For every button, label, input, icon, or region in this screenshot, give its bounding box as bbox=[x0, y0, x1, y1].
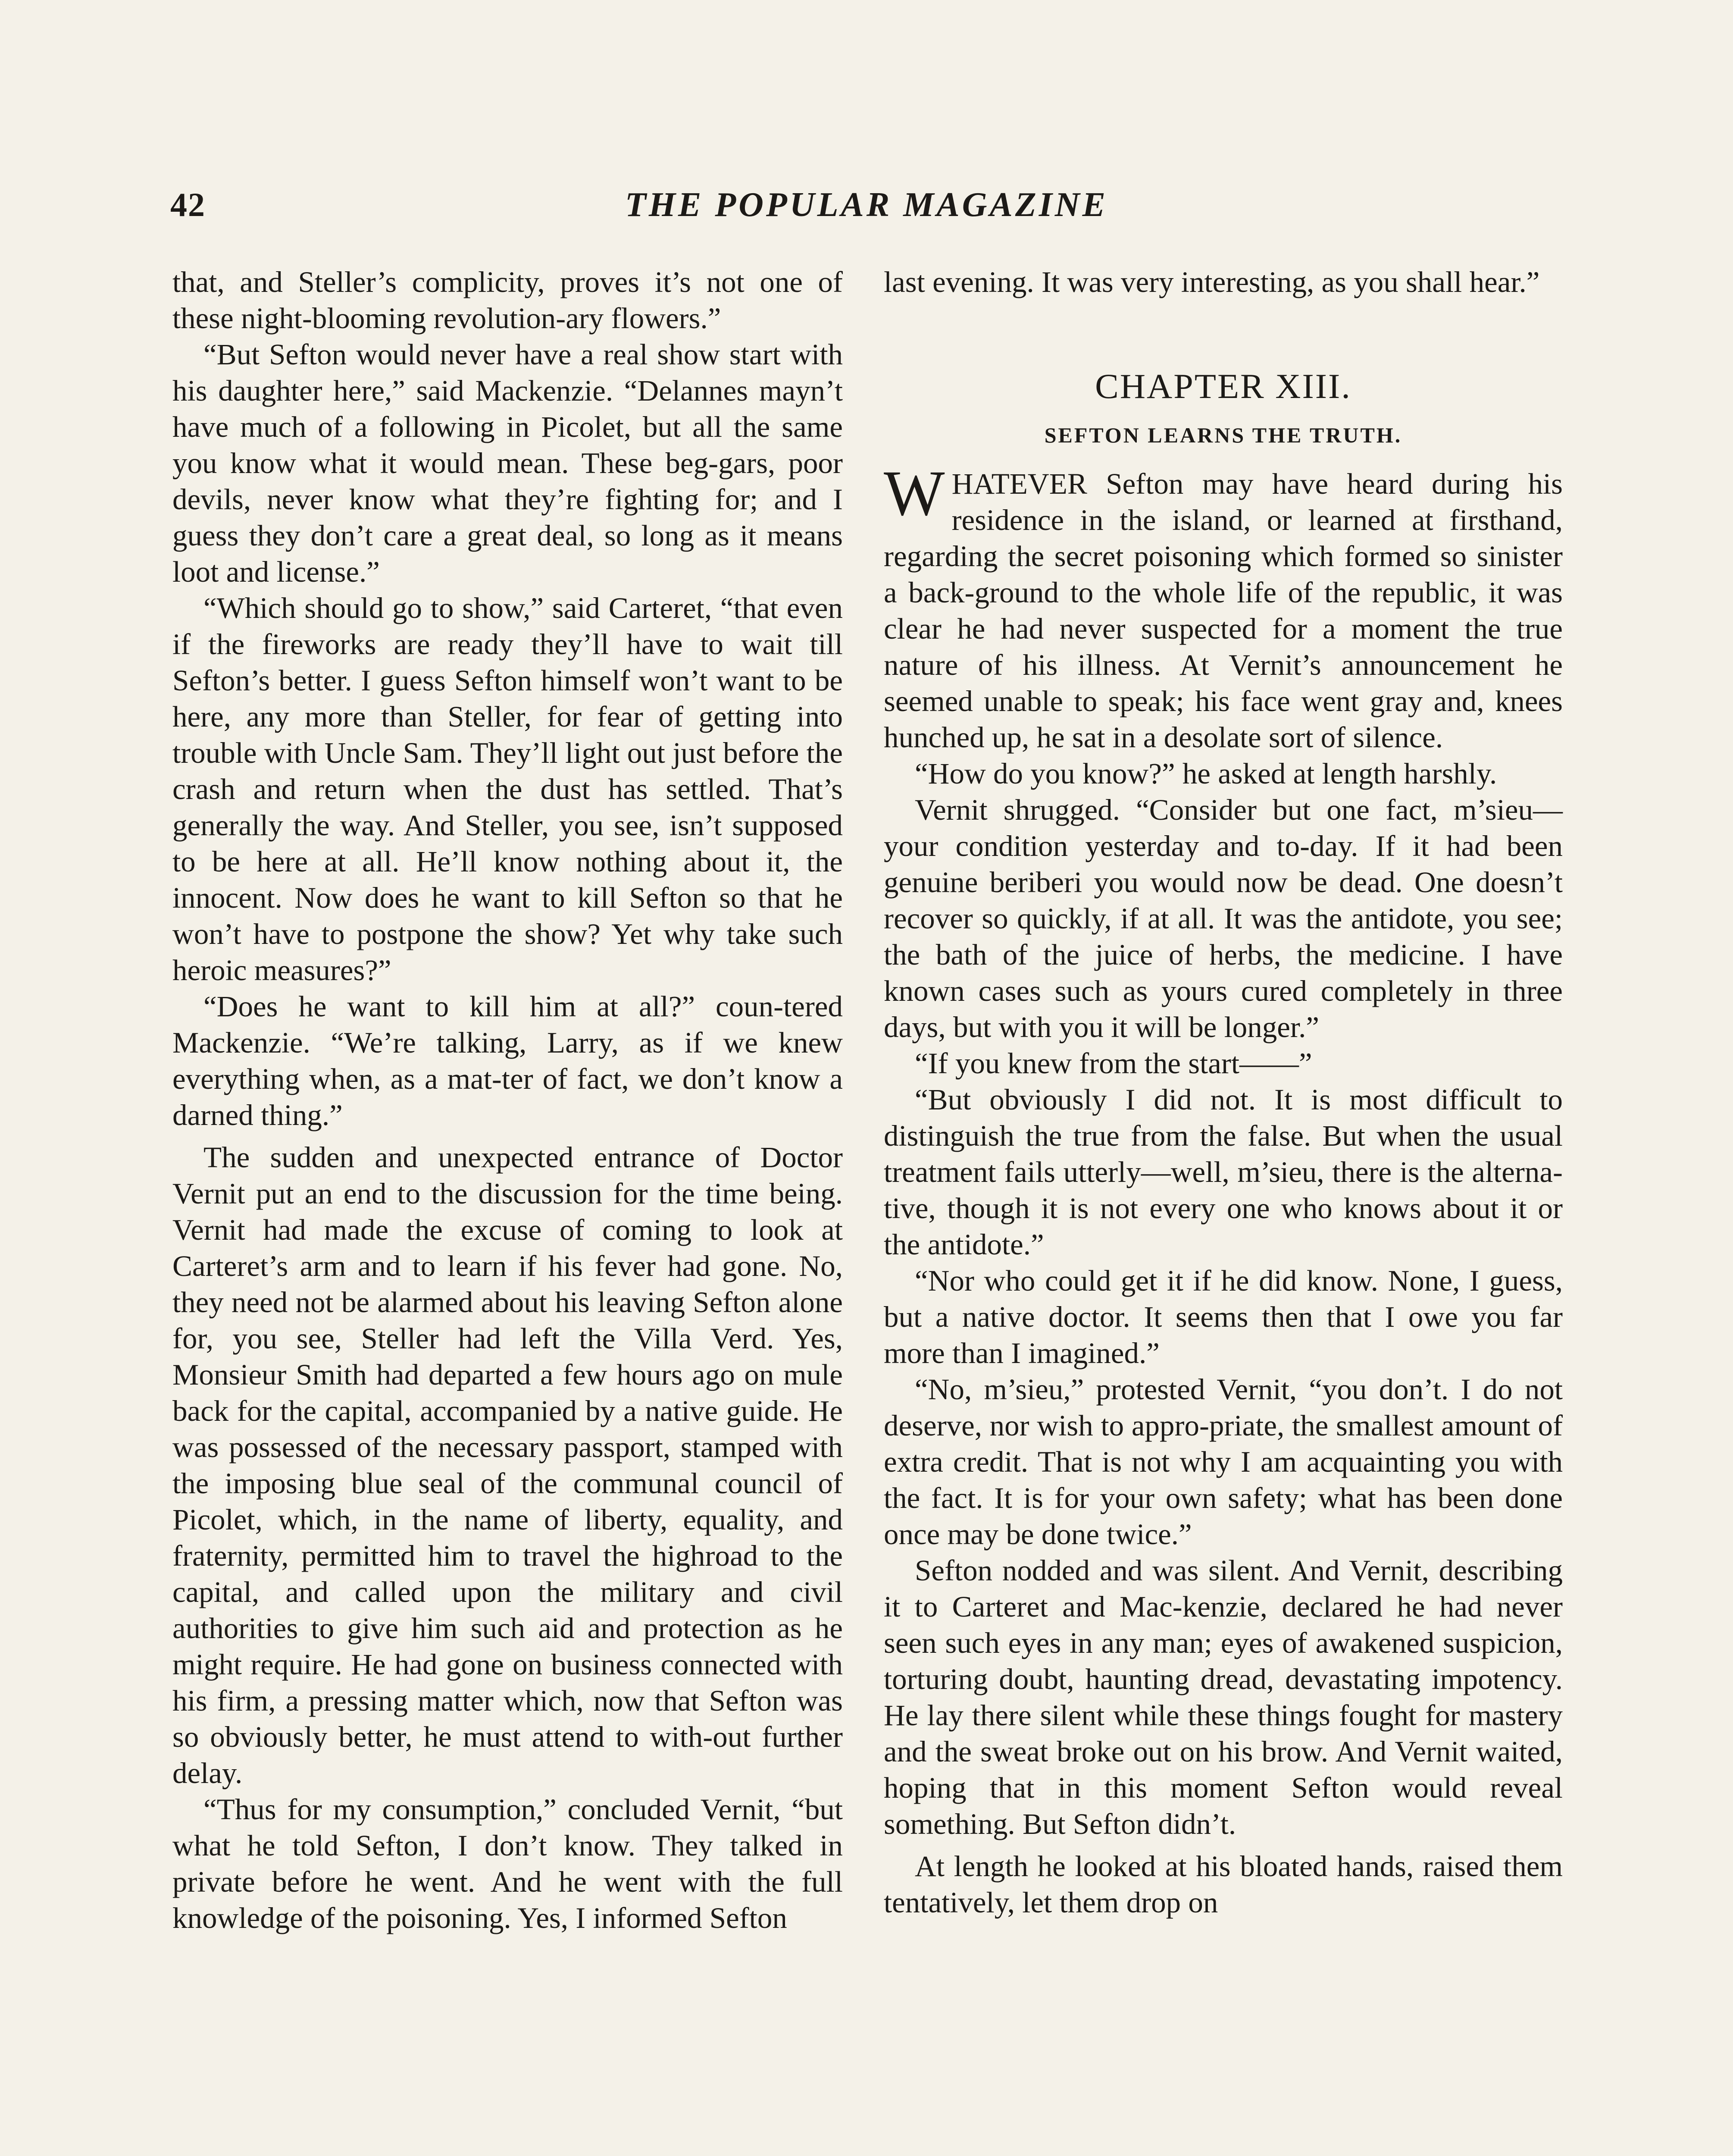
paragraph: Vernit shrugged. “Consider but one fact, m’sieu—your condition yesterday and to-day. If it had been genuine beriberi you would now be dead. One doesn’t recover so quickly, if at all. It was the antidote, you see; the bath of the juice of herbs, the medicine. I have known cases such as yours cured completely in three days, but with you it will be longer.” bbox=[884, 793, 1563, 1044]
paragraph: “Nor who could get it if he did know. None, I guess, but a native doctor. It seems then that I owe you far more than I imagined.” bbox=[884, 1264, 1563, 1369]
chapter-opening-paragraph bbox=[884, 458, 1563, 755]
paragraph: “But obviously I did not. It is most difficult to distinguish the true from the false. But when the usual treatment fails utterly—well, m’sieu, there is the alterna-tive, though it is not every one who knows about it or the antidote.” bbox=[884, 1083, 1563, 1261]
running-head: THE POPULAR MAGAZINE bbox=[625, 186, 1108, 224]
drop-cap: W bbox=[884, 458, 945, 529]
paragraph-text: HATEVER Sefton may have heard during his residence in the island, or learned at firsthand, regarding the secret poisoning which formed so sinister a back-ground to the whole life of the republic, it was clear he had never suspected for a moment the true nature of his illness. At Vernit’s announcement he seemed unable to speak; his face went gray and, knees hunched up, he sat in a desolate sort of silence. bbox=[884, 467, 1563, 754]
paragraph: At length he looked at his bloated hands, raised them tentatively, let them drop on bbox=[884, 1850, 1563, 1919]
paragraph: “If you knew from the start——” bbox=[915, 1047, 1312, 1080]
page-header bbox=[170, 185, 1563, 233]
chapter-subtitle: SEFTON LEARNS THE TRUTH. bbox=[1044, 423, 1402, 447]
paragraph: “But Sefton would never have a real show start with his daughter here,” said Mackenzie. “Delannes mayn’t have much of a following in Picolet, but all the same you know what it would mean. These beg-gars, poor devils, never know what they’re fighting for; and I guess they don’t care a great deal, so long as it means loot and license.” bbox=[172, 338, 843, 588]
page-number: 42 bbox=[170, 186, 206, 223]
paragraph: The sudden and unexpected entrance of Doctor Vernit put an end to the discussion for the time being. Vernit had made the excuse of coming to look at Carteret’s arm and to learn if his fever had gone. No, they need not be alarmed about his leaving Sefton alone for, you see, Steller had left the Villa Verd. Yes, Monsieur Smith had departed a few hours ago on mule back for the capital, accompanied by a native guide. He was possessed of the necessary passport, stamped with the imposing blue seal of the communal council of Picolet, which, in the name of liberty, equality, and fraternity, permitted him to travel the highroad to the capital, and called upon the military and civil authorities to give him such aid and protection as he might require. He had gone on business connected with his firm, a pressing matter which, now that Sefton was so obviously better, he must attend to with-out further delay. bbox=[172, 1141, 843, 1789]
paragraph: Sefton nodded and was silent. And Vernit, describing it to Carteret and Mac-kenzie, declared he had never seen such eyes in any man; eyes of awakened suspicion, torturing doubt, haunting dread, devastating impotency. He lay there silent while these things fought for mastery and the sweat broke out on his brow. And Vernit waited, hoping that in this moment Sefton would reveal something. But Sefton didn’t. bbox=[884, 1554, 1563, 1840]
right-column bbox=[884, 264, 1563, 1921]
paragraph: “Thus for my consumption,” concluded Vernit, “but what he told Sefton, I don’t know. They talked in private before he went. And he went with the full knowledge of the poisoning. Yes, I informed Sefton bbox=[172, 1793, 843, 1934]
left-column bbox=[172, 264, 843, 1936]
paragraph: “Does he want to kill him at all?” coun-tered Mackenzie. “We’re talking, Larry, as if we knew everything when, as a mat-ter of fact, we don’t know a darned thing.” bbox=[172, 990, 843, 1131]
paragraph: “Which should go to show,” said Carteret, “that even if the fireworks are ready they’ll have to wait till Sefton’s better. I guess Sefton himself won’t want to be here, any more than Steller, for fear of getting into trouble with Uncle Sam. They’ll light out just before the crash and return when the dust has settled. That’s generally the way. And Steller, you see, isn’t supposed to be here at all. He’ll know nothing about it, the innocent. Now does he want to kill Sefton so that he won’t have to postpone the show? Yet why take such heroic measures?” bbox=[172, 592, 843, 987]
paragraph: last evening. It was very interesting, as you shall hear.” bbox=[884, 266, 1540, 298]
paragraph: “No, m’sieu,” protested Vernit, “you don’t. I do not deserve, nor wish to appro-priate, the smallest amount of extra credit. That is not why I am acquainting you with the fact. It is for your own safety; what has been done once may be done twice.” bbox=[884, 1373, 1563, 1551]
chapter-title: CHAPTER XIII. bbox=[1095, 367, 1351, 406]
paragraph: that, and Steller’s complicity, proves it’s not one of these night-blooming revolution-ary flowers.” bbox=[172, 266, 843, 335]
paragraph: “How do you know?” he asked at length harshly. bbox=[915, 757, 1497, 790]
